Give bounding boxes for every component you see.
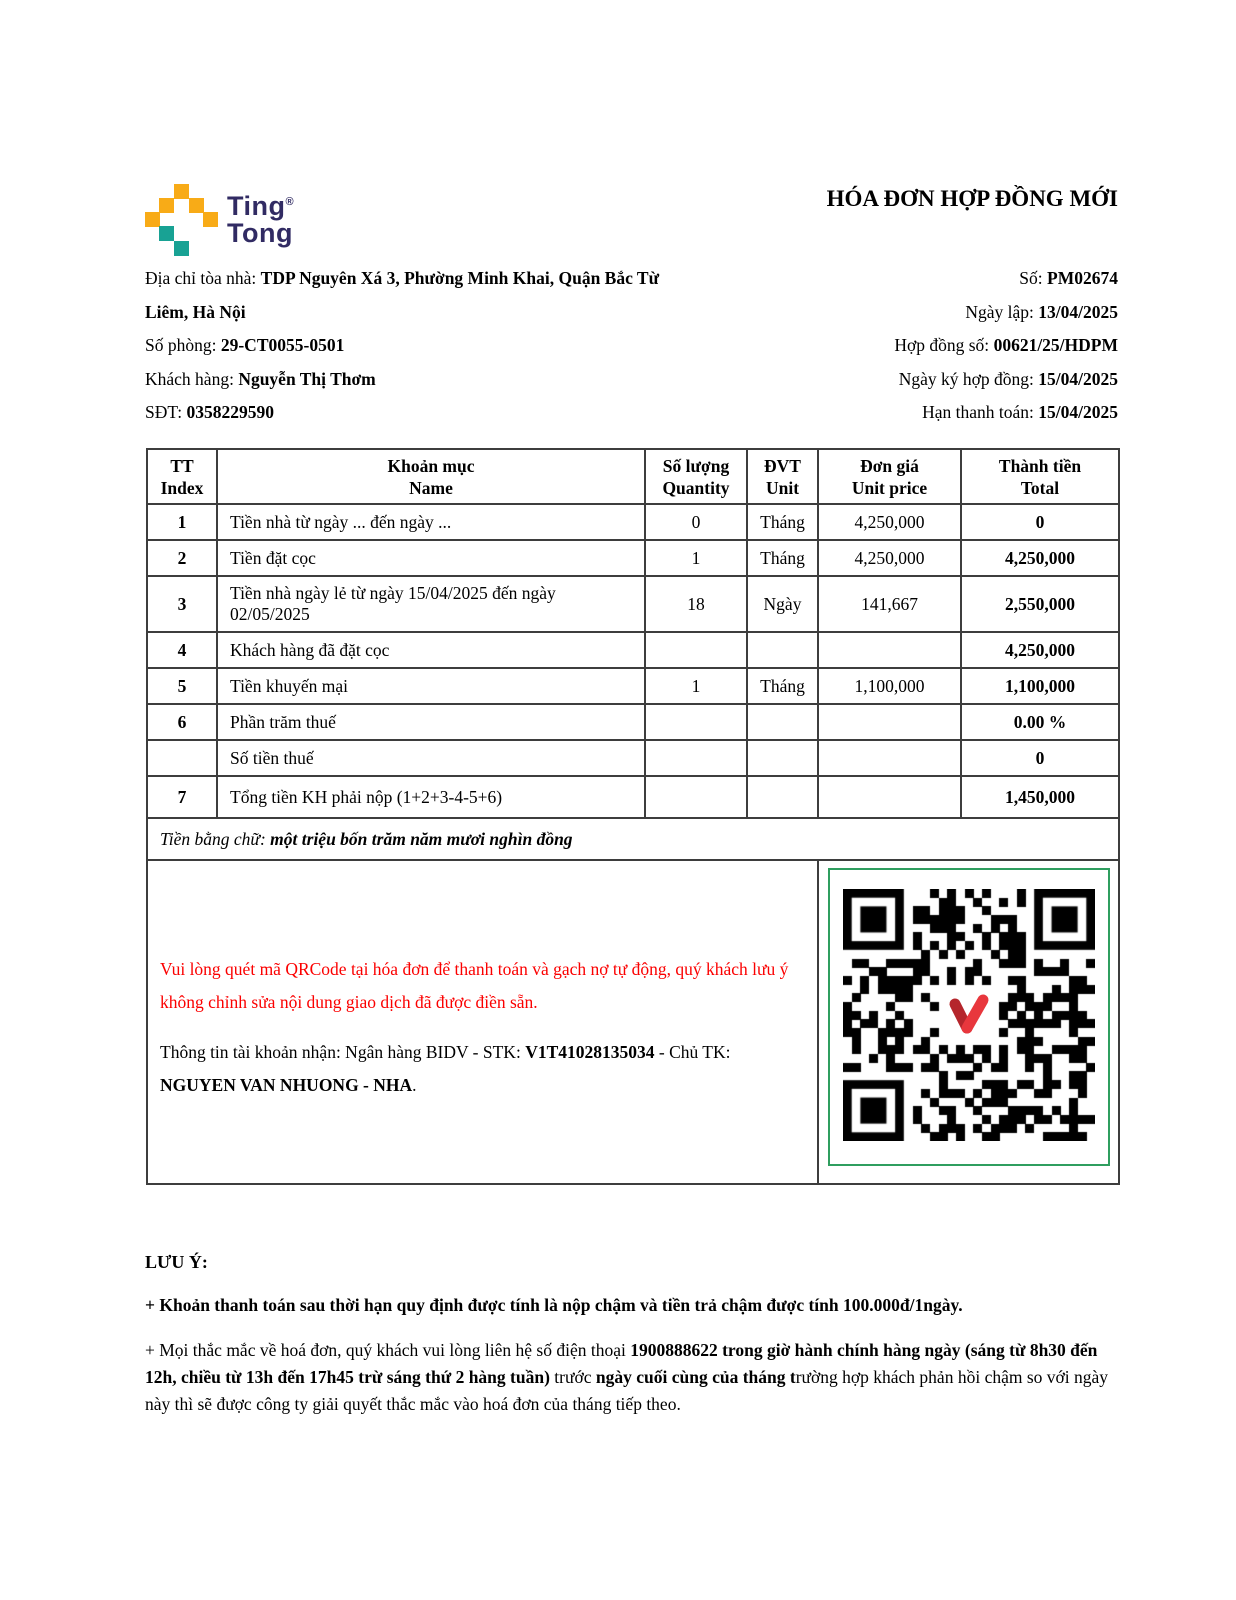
- amount-in-words-row: [147, 818, 1119, 860]
- room-value: 29-CT0055-0501: [220, 335, 345, 355]
- col-price: Đơn giá Unit price: [818, 449, 961, 504]
- sign-date-label: Ngày ký hợp đồng:: [898, 368, 1039, 389]
- due-date-value: 15/04/2025: [1038, 402, 1118, 422]
- tingtong-logo-icon: [145, 183, 219, 253]
- table-row: Số tiền thuế 0: [147, 740, 1119, 776]
- table-row: 3 Tiền nhà ngày lẻ từ ngày 15/04/2025 đến ngày 02/05/2025 18 Ngày 141,667 2,550,000: [147, 576, 1119, 632]
- invoice-meta: [698, 262, 1118, 430]
- qr-code-cell: [818, 860, 1119, 1184]
- payment-instructions: [147, 860, 818, 1184]
- logo-word-ting: Ting: [227, 191, 286, 221]
- customer-label: Khách hàng:: [145, 368, 239, 389]
- issue-date-label: Ngày lập:: [965, 301, 1039, 322]
- phone-label: SĐT:: [145, 402, 187, 422]
- notes-heading: LƯU Ý:: [145, 1252, 208, 1272]
- room-label: Số phòng:: [145, 335, 221, 355]
- late-payment-note: + Khoản thanh toán sau thời hạn quy định được tính là nộp chậm và tiền trả chậm được tính 100.000đ/1ngày.: [145, 1295, 963, 1315]
- address-value: TDP Nguyên Xá 3, Phường Minh Khai, Quận Bắc Từ Liêm, Hà Nội: [145, 268, 660, 322]
- building-info: [145, 262, 680, 430]
- registered-mark: ®: [285, 196, 295, 208]
- amount-in-words-value: một triệu bốn trăm năm mươi nghìn đồng: [270, 828, 573, 849]
- phone-value: 0358229590: [186, 402, 274, 422]
- table-row: 2 Tiền đặt cọc 1 Tháng 4,250,000 4,250,000: [147, 540, 1119, 576]
- table-row-grand-total: 7 Tổng tiền KH phải nộp (1+2+3-4-5+6) 1,450,000: [147, 776, 1119, 818]
- invoice-no-label: Số:: [1019, 268, 1048, 288]
- support-hotline: 1900888622 trong giờ hành chính hàng ngày (sáng từ 8h30 đến 12h, chiều từ 13h đến 17h45 trừ sáng thứ 2 hàng tuần): [145, 1340, 1098, 1387]
- issue-date-value: 13/04/2025: [1038, 301, 1118, 322]
- table-row: 6 Phần trăm thuế 0.00 %: [147, 704, 1119, 740]
- tingtong-logo: [145, 183, 294, 253]
- bank-account-info: [160, 1036, 797, 1102]
- account-number: V1T41028135034: [525, 1042, 655, 1062]
- invoice-no-value: PM02674: [1047, 268, 1118, 288]
- support-note-part2: trước: [549, 1367, 596, 1387]
- account-mid: - Chủ TK:: [654, 1042, 731, 1062]
- col-total: Thành tiền Total: [961, 449, 1119, 504]
- table-header-row: [147, 449, 1119, 504]
- tingtong-logo-text: [227, 189, 294, 247]
- customer-value: Nguyễn Thị Thơm: [238, 368, 376, 389]
- due-date-label: Hạn thanh toán:: [922, 402, 1039, 422]
- account-suffix: .: [412, 1075, 417, 1095]
- contract-no-label: Hợp đồng số:: [894, 335, 994, 355]
- table-row: 1 Tiền nhà từ ngày ... đến ngày ... 0 Tháng 4,250,000 0: [147, 504, 1119, 540]
- col-unit: ĐVT Unit: [747, 449, 818, 504]
- sign-date-value: 15/04/2025: [1038, 368, 1118, 389]
- col-name: Khoản mục Name: [217, 449, 645, 504]
- col-index: TT Index: [147, 449, 217, 504]
- invoice-table: [146, 448, 1120, 1185]
- support-note: [145, 1337, 1125, 1418]
- support-note-part1: + Mọi thắc mắc về hoá đơn, quý khách vui lòng liên hệ số điện thoại: [145, 1340, 631, 1360]
- account-holder: NGUYEN VAN NHUONG - NHA: [160, 1075, 413, 1095]
- support-note-part3: rường hợp khách phản hồi chậm so với ngày này thì sẽ được công ty giải quyết thắc mắc vào hoá đơn của tháng tiếp theo.: [145, 1367, 1109, 1414]
- logo-word-tong: Tong: [227, 218, 293, 248]
- document-title: HÓA ĐƠN HỢP ĐỒNG MỚI: [826, 186, 1118, 211]
- contract-no-value: 00621/25/HDPM: [993, 335, 1118, 355]
- account-prefix: Thông tin tài khoản nhận: Ngân hàng BIDV - STK:: [160, 1042, 526, 1062]
- vietqr-v-icon: [945, 992, 993, 1042]
- qr-warning-text: Vui lòng quét mã QRCode tại hóa đơn để thanh toán và gạch nợ tự động, quý khách lưu ý không chỉnh sửa nội dung giao dịch đã được điền sẵn.: [160, 959, 789, 1012]
- support-deadline: ngày cuối cùng của tháng t: [595, 1367, 796, 1387]
- table-row: 4 Khách hàng đã đặt cọc 4,250,000: [147, 632, 1119, 668]
- payment-row: [147, 860, 1119, 1184]
- amount-in-words-label: Tiền bằng chữ:: [160, 828, 271, 849]
- col-qty: Số lượng Quantity: [645, 449, 747, 504]
- address-label: Địa chỉ tòa nhà:: [145, 268, 261, 288]
- qr-code-frame: [828, 868, 1110, 1166]
- table-row: 5 Tiền khuyến mại 1 Tháng 1,100,000 1,100,000: [147, 668, 1119, 704]
